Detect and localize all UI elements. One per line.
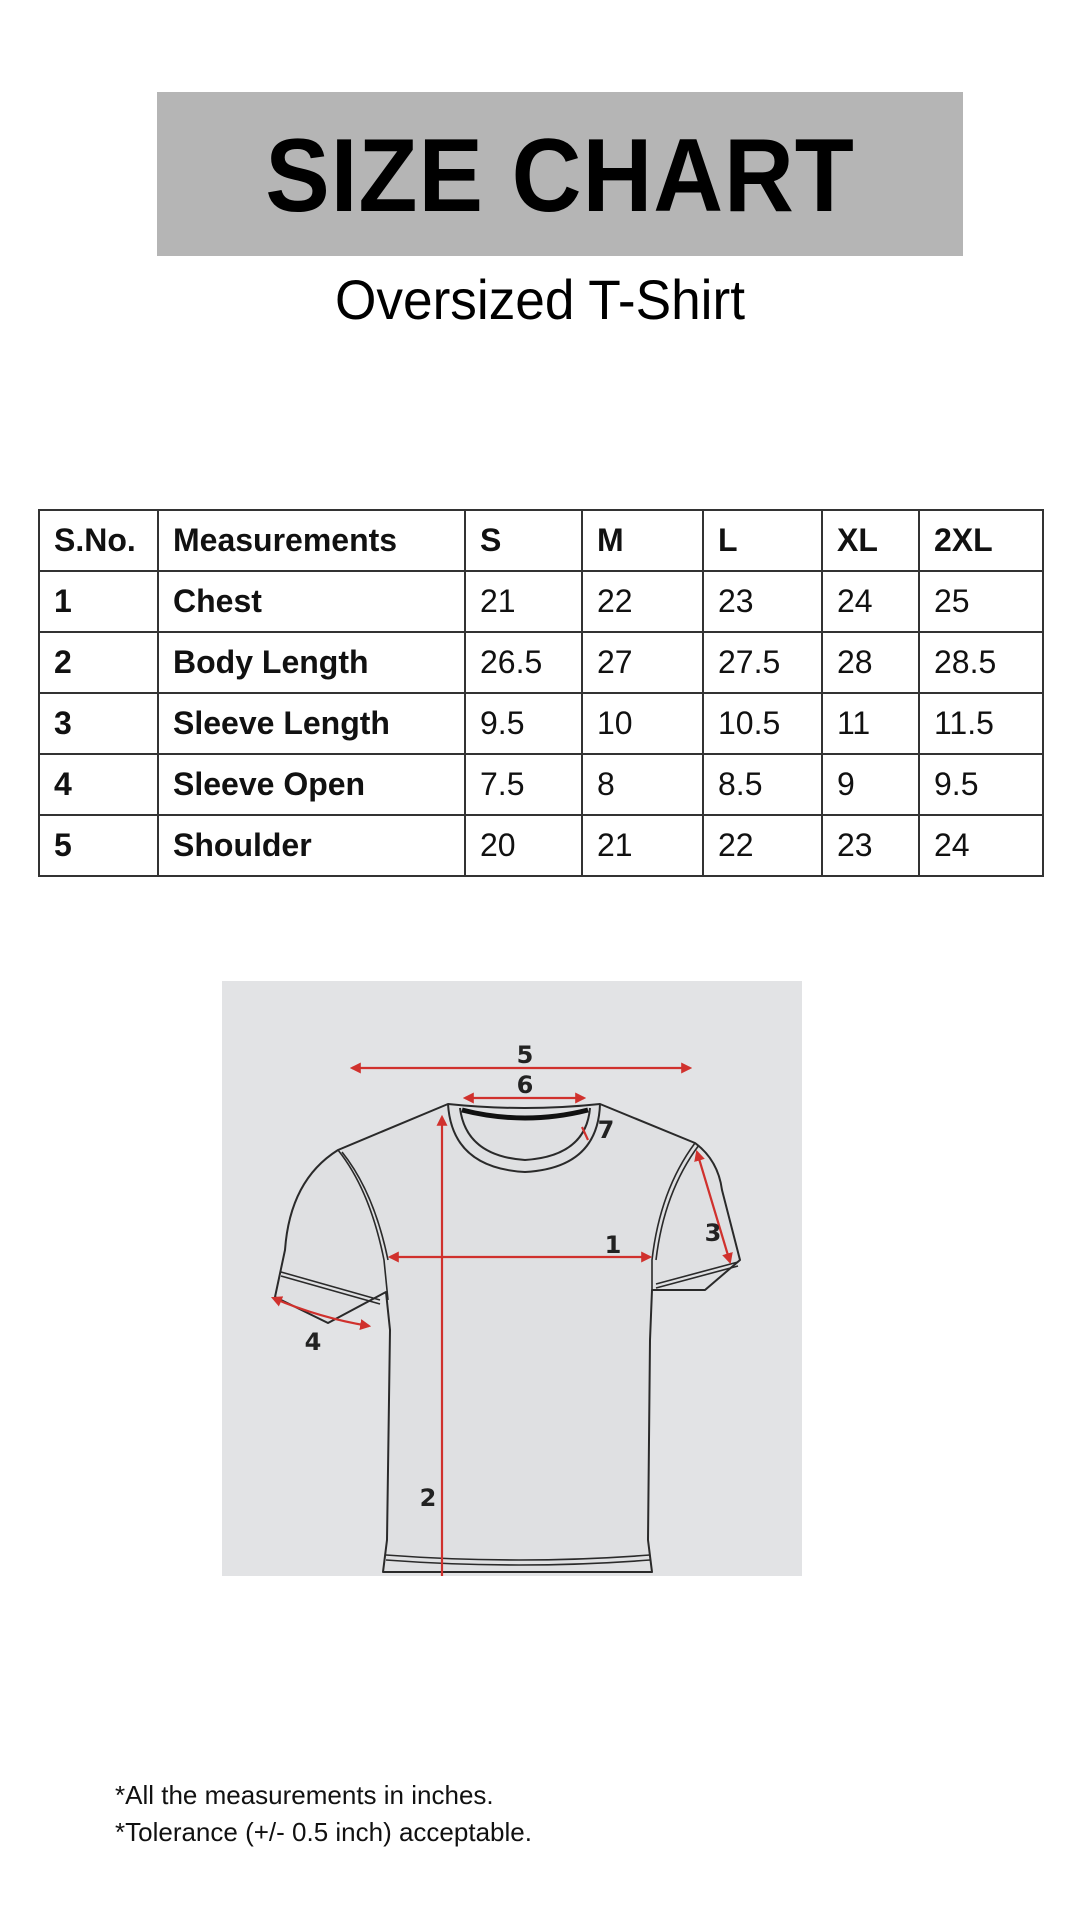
- cell-m: 8: [582, 754, 703, 815]
- cell-s: 26.5: [465, 632, 582, 693]
- cell-measurement: Chest: [158, 571, 465, 632]
- cell-l: 23: [703, 571, 822, 632]
- column-header-2xl: 2XL: [919, 510, 1043, 571]
- column-header-xl: XL: [822, 510, 919, 571]
- cell-measurement: Shoulder: [158, 815, 465, 876]
- cell-xl: 28: [822, 632, 919, 693]
- footer-notes: [115, 1777, 532, 1851]
- note-units: *All the measurements in inches.: [115, 1780, 494, 1810]
- cell-l: 8.5: [703, 754, 822, 815]
- cell-m: 10: [582, 693, 703, 754]
- cell-xl: 23: [822, 815, 919, 876]
- label-sleeve-length: 3: [704, 1219, 722, 1247]
- table-row: [39, 571, 1043, 632]
- label-sleeve-open: 4: [304, 1328, 322, 1356]
- cell-2xl: 9.5: [919, 754, 1043, 815]
- column-header-s: S: [465, 510, 582, 571]
- tshirt-measurement-diagram: [222, 981, 802, 1576]
- cell-measurement: Body Length: [158, 632, 465, 693]
- cell-s: 21: [465, 571, 582, 632]
- cell-xl: 24: [822, 571, 919, 632]
- column-header-m: M: [582, 510, 703, 571]
- cell-s: 9.5: [465, 693, 582, 754]
- cell-2xl: 28.5: [919, 632, 1043, 693]
- cell-sno: 4: [39, 754, 158, 815]
- cell-m: 22: [582, 571, 703, 632]
- cell-measurement: Sleeve Open: [158, 754, 465, 815]
- table-row: [39, 693, 1043, 754]
- cell-sno: 5: [39, 815, 158, 876]
- table-row: [39, 632, 1043, 693]
- label-neck-drop: 7: [597, 1116, 615, 1144]
- cell-xl: 9: [822, 754, 919, 815]
- cell-2xl: 11.5: [919, 693, 1043, 754]
- cell-xl: 11: [822, 693, 919, 754]
- product-subtitle: Oversized T-Shirt: [335, 268, 745, 331]
- cell-l: 27.5: [703, 632, 822, 693]
- cell-sno: 2: [39, 632, 158, 693]
- table-row: [39, 754, 1043, 815]
- column-header-l: L: [703, 510, 822, 571]
- cell-s: 20: [465, 815, 582, 876]
- column-header-measurements: Measurements: [158, 510, 465, 571]
- cell-l: 10.5: [703, 693, 822, 754]
- cell-m: 27: [582, 632, 703, 693]
- column-header-sno: S.No.: [39, 510, 158, 571]
- cell-s: 7.5: [465, 754, 582, 815]
- cell-l: 22: [703, 815, 822, 876]
- label-chest: 1: [604, 1231, 622, 1259]
- tshirt-measurement-icon: [222, 981, 802, 1576]
- table-header-row: [39, 510, 1043, 571]
- cell-2xl: 24: [919, 815, 1043, 876]
- table-row: [39, 815, 1043, 876]
- label-neck-width: 6: [516, 1071, 534, 1099]
- cell-sno: 3: [39, 693, 158, 754]
- size-table: [38, 509, 1044, 877]
- cell-sno: 1: [39, 571, 158, 632]
- label-body-length: 2: [419, 1484, 437, 1512]
- cell-m: 21: [582, 815, 703, 876]
- note-tolerance: *Tolerance (+/- 0.5 inch) acceptable.: [115, 1817, 532, 1847]
- cell-2xl: 25: [919, 571, 1043, 632]
- page-title: SIZE CHART: [265, 118, 855, 234]
- label-shoulder: 5: [516, 1041, 534, 1069]
- title-banner: [157, 92, 963, 256]
- cell-measurement: Sleeve Length: [158, 693, 465, 754]
